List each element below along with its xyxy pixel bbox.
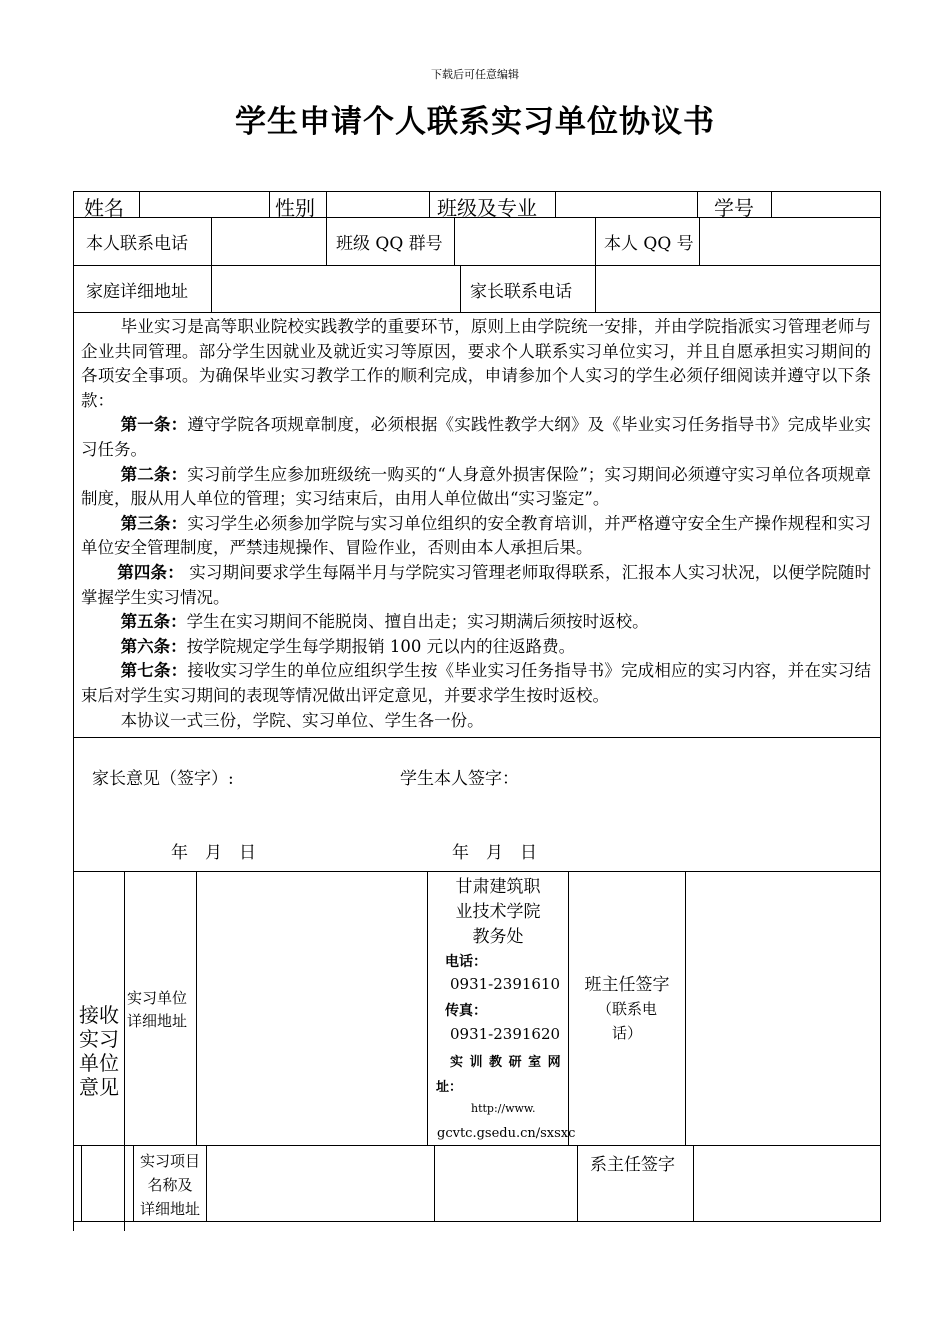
org-name: 甘肃建筑职 业技术学院 教务处 — [455, 877, 541, 947]
class-major-label: 班级及专业 — [437, 196, 537, 220]
parent-phone-label: 家长联系电话 — [470, 282, 572, 302]
class-teacher-signature: 班主任签字 （联系电 话） — [584, 975, 670, 1042]
tel-label: 电话： — [445, 954, 487, 970]
self-qq-label: 本人 QQ 号 — [604, 234, 694, 254]
article-2: 第二条：实习前学生应参加班级统一购买的“人身意外损害保险”；实习期间必须遵守实习单位各项规章制度，服从用人单位的管理；实习结束后，由用人单位做出“实习鉴定”。 — [81, 464, 871, 509]
name-label: 姓名 — [84, 196, 124, 220]
agreement-intro: 毕业实习是高等职业院校实践教学的重要环节，原则上由学院统一安排，并由学院指派实习管理老师与企业共同管理。部分学生因就业及就近实习等原因，要求个人联系实习单位实习，并且自愿承担实习期间的各项安全事项。为确保毕业实习教学工作的顺利完成，申请参加个人实习的学生必须仔细阅读并遵守以下条款： — [81, 317, 871, 410]
web-label-2: 址： — [436, 1080, 463, 1095]
class-qq-label: 班级 QQ 群号 — [336, 234, 443, 254]
article-5: 第五条：学生在实习期间不能脱岗、擅自出走；实习期满后须按时返校。 — [120, 612, 649, 632]
agreement-text — [81, 315, 871, 733]
web-label: 实 训 教 研 室 网 — [450, 1055, 562, 1070]
dept-head-signature: 系主任签字 — [590, 1155, 675, 1175]
header-note: 下载后可任意编辑 — [431, 68, 519, 81]
page-title: 学生申请个人联系实习单位协议书 — [235, 104, 715, 140]
article-1: 第一条：遵守学院各项规章制度，必须根据《实践性教学大纲》及《毕业实习任务指导书》完成毕业实习任务。 — [81, 415, 871, 459]
gender-label: 性别 — [275, 196, 315, 220]
student-date: 年 月 日 — [452, 843, 537, 863]
article-4: 第四条： 实习期间要求学生每隔半月与学院实习管理老师取得联系，汇报本人实习状况，以便学院随时掌握学生实习情况。 — [81, 562, 871, 607]
home-address-label: 家庭详细地址 — [86, 282, 188, 302]
fax-value: 0931-2391620 — [450, 1025, 561, 1043]
agreement-closing: 本协议一式三份，学院、实习单位、学生各一份。 — [120, 710, 484, 730]
student-signature-label: 学生本人签字： — [400, 769, 519, 789]
unit-address-label: 实习单位详细地址 — [127, 989, 188, 1030]
article-7: 第七条：接收实习学生的单位应组织学生按《毕业实习任务指导书》完成相应的实习内容，并在实习结束后对学生实习期间的表现等情况做出评定意见，并要求学生按时返校。 — [81, 661, 871, 705]
student-id-label: 学号 — [714, 196, 754, 220]
project-label: 实习项目 名称及 详细地址 — [139, 1152, 200, 1218]
web-url-1: http://www. — [471, 1102, 536, 1115]
parent-date: 年 月 日 — [171, 843, 256, 863]
parent-signature-label: 家长意见（签字）: — [92, 769, 234, 789]
receiver-opinion-label: 接收实习单位意见 — [79, 1003, 119, 1099]
tel-value: 0931-2391610 — [450, 975, 561, 993]
article-6: 第六条：按学院规定学生每学期报销 100 元以内的往返路费。 — [120, 636, 576, 656]
phone-label: 本人联系电话 — [86, 234, 188, 254]
web-url-2: gcvtc.gsedu.cn/sxsxc — [437, 1126, 576, 1141]
fax-label: 传真： — [445, 1003, 487, 1019]
article-3: 第三条：实习学生必须参加学院与实习单位组织的安全教育培训，并严格遵守安全生产操作规程和实习单位安全管理制度，严禁违规操作、冒险作业，否则由本人承担后果。 — [81, 513, 871, 558]
